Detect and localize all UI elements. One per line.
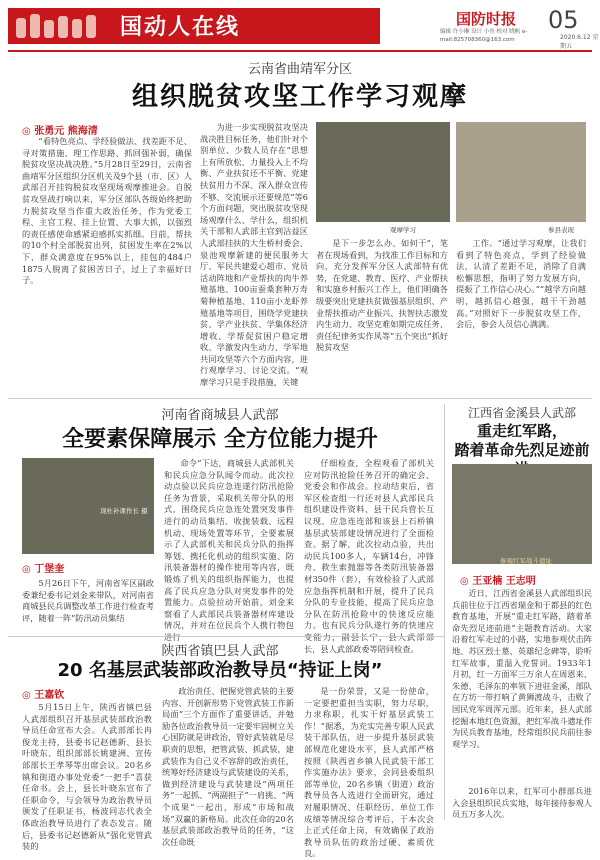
- story3-byline-text: 王亚楠 王志明: [472, 576, 536, 587]
- section-title: 国动人在线: [120, 15, 241, 40]
- story4-col2-text: 政治责任、把握党管武装的主要内容、开创新形势下党管武装工作新局面”三个方面作了重要讲话，并勉励各位政治教导员一定要牢固树立关心国防就是讲政治，管好武装就是尽职责的思想，把管武装、抓武装，建武装作为自己义不容辞的政治责任，统筹好经济建设与武装建设的关系，做到经济建设与武装建设“两项任务”一起抓、“两副担子”一肩挑、“两个成果”一起出，形成“市场和战场”双赢的新格局。此次任命的20名基层武装部政治教导员的任务，“这次任命既: [162, 686, 294, 847]
- story2-col1-text: 5月26日下午，河南省军区副政委兼纪委书记刘金来带队，对河南省商城县民兵调整改革工作进行检查考评，随着一阵”防汛动员集结: [22, 578, 154, 623]
- story4-column-1: [22, 702, 152, 852]
- page-number: 05: [548, 6, 579, 34]
- story3-headline-line1: 重走红军路，: [476, 422, 567, 440]
- story2-column-2: [164, 458, 294, 630]
- story2-col3-text: 仔细检查，全程观看了部机关应对防汛抢险任务召开的确定会、党委会和作战会。拉动结束后，省军区检查组一行还对县人武部民兵组织建设件资料、县干民兵营长互议现、应急连连部和该县上石桥镇基层武装部建设情况进行了全面检查。据了解，此次拉动点验，共出动民兵100多人，车辆14台，冲锋舟、救生索抛器等各类防汛装备器材350件（套），有效检验了人武部应急指挥机制和开展，提升了民兵分队的专业技能，提高了民兵应急分队在防汛抢险中的快速反应能力。也有民兵分队遂行务的快速应 长，县人武部政委等陪同检查。: [304, 458, 434, 654]
- story3-photo: [452, 464, 592, 564]
- story1-column-1: [22, 136, 192, 394]
- story1-col1-text: “看特色亮点、学经验做法、找差距不足、寻对策措施、理工作思路、抓回强补弱，确保脱贫攻坚决战决胜。”5月28日至29日，云南省曲靖军分区组织分区机关及9个县（市、区）人武部召开挂钩脱贫攻坚现场观摩推进会。自脱贫攻坚战打响以来，军分区部队各级始终把助力脱贫攻坚当作重大政治任务，作为党委工程、主官工程、挂上位置、大事大抓，以强烈的责任感使命感紧迫感抓实抓细。目前，帮扶的10个村全部脱贫出列，贫困发生率在2%以下，群众满意度在95%以上，挂包的484户1875人脱离了贫困苦日子，过上了幸福好日子。: [22, 136, 192, 286]
- story2-photo-caption: 现杜补课作长 摄: [100, 507, 148, 515]
- story2-kicker: 河南省商城县人武部: [161, 408, 279, 423]
- story1-photo-2-caption: 参县表现: [548, 226, 574, 234]
- divider-vertical: [444, 404, 445, 820]
- story4-byline-text: 王嘉钦: [34, 690, 65, 701]
- story3-column-2: [452, 786, 592, 820]
- story1-column-2: [200, 122, 308, 394]
- story4-col1-text: 5月15日上午，陕西省镇巴县人武部组织召开基层武装部政治教导员任命宣布大会。人武部部长冉俊龙主持，县委书记赵德新、县长叶晓东、组织部部长姚建洲、宣传部部长王孝琴等出席会议。20名乡镇和街道办事处党委“一把手”喜获任命书。会上，县长叶晓东宣布了任职命令，与会领导为政治教导员颁发了任职证书，杨波同志代表全体政治教导员进行了表态发言。随后，县委书记赵德新从“强化党管武装的: [22, 702, 152, 852]
- story3-col1-text: 近日，江西省金溪县人武部组织民兵前往位于江西省瑞金和于都县的红色教育基地，开展“重走红军路，踏着革命先烈足迹前进”主题教育活动。大家沿着红军走过的小路，实地参观伏击阵地、苏区烈士墓、英雄纪念碑等，聆听红军故事，重温入党誓词。1933年1月初，红一方面军三万余人在周恩来、朱德、毛泽东的率领下进驻金溪，部队在方坊一带打响了黄狮渡战斗，击败了国民党军周浑元部。近年来，县人武部挖掘本地红色资源，把红军战斗遗址作为民兵教育基地，经常组织民兵前往参观学习。: [452, 588, 592, 749]
- story1-photo-1: [316, 122, 450, 222]
- story4-column-3: [304, 686, 434, 859]
- story4-kicker: 陕西省镇巴县人武部: [161, 644, 279, 659]
- story3-kicker: 江西省金溪县人武部: [467, 406, 576, 420]
- header-rule: [8, 50, 592, 52]
- story4-col3-text: 是一份荣誉，又是一份使命，一定要把重担当实职，努力尽职，力求称职，扎实干好基层武装工作！”据悉，为充实完善专职人民武装干部队伍，进一步提升基层武装部规范化建设水平，县人武部严格按照《陕西省乡镇人民武装干部工作实施办法》要求，会同县委组织部等单位，20名乡镇（街道）政治教导员各人选进行全面研究，通过对履职情况、任职经历、单位工作成绩等情况综合考评后，于本次会上正式任命上岗，有效确保了政治教导员队伍的政治过硬、素质优良。: [304, 686, 434, 859]
- story1-col4-text: 工作。“通过学习观摩，让我们看到了特色亮点，学到了经验做法，认清了差距不足，消除了自满松懈思想，指明了努力发展方向，提振了工作信心决心。”“越学方向越明，越抓信心越强，越干干劲越高。”对照好下一步脱贫攻坚工作，会后，参会人员信心满满。: [456, 238, 586, 330]
- story3-col2-text: 2016年以来，红军可小群部兵进入会县组织民兵实地，每年接待参观人员五万多人次。: [452, 786, 592, 820]
- divider-1: [8, 398, 592, 399]
- story1-column-3: [316, 238, 448, 394]
- story1-byline-text: 张勇元 熊海清: [34, 126, 98, 137]
- masthead-logo: 国防时报: [456, 10, 517, 28]
- raised-fists-icon: [12, 12, 108, 40]
- story3-column-1: [452, 588, 592, 784]
- story3-byline: ◎ 王亚楠 王志明: [460, 576, 536, 587]
- story1-kicker: 云南省曲靖军分区: [247, 62, 352, 77]
- story3-photo-caption: 参观红军战斗遗址: [500, 557, 552, 565]
- story1-headline: 组织脱贫攻坚工作学习观摩: [131, 82, 468, 112]
- story4-column-2: [162, 686, 294, 847]
- story2-headline: 全要素保障展示 全方位能力提升: [62, 427, 378, 452]
- story2-byline: ◎ 丁堡奎: [22, 564, 65, 575]
- story1-col2-text: 为进一步实现脱贫攻坚决战决胜目标任务，他们针对个别单位、少数人员存在“思想上有所放松、力量投入上不均衡、产业扶贫还不平衡、党建扶贫用力不深、深入群众宣传不够、交流展示还要规范”等6个方面问题，突出脱贫攻坚现场观摩什么、学什么，组织机关干部和人武部主官到沾益区人武部挂扶的大生桥村委会、泉池观摩新建的便民服务大厅、军民共建爱心超市、党员活动阵地和产业帮扶的肉牛养殖基地、100亩蚕桑套种万寿菊种植基地、110亩小龙虾养殖基地等项目，围绕学党建扶贫、学产业扶贫、学集体经济增收、学帮促贫困户稳定增收、学激发内生动力、学军地共同攻坚等六个方面内容，进行观摩学习、讨论交流。“观摩学习只是手段措施，关键: [200, 122, 308, 388]
- story2-col2-text: 命令”下达，商城县人武部机关和民兵应急分队闻令而动。此次拉动点验以民兵应急连遂行防汛抢险任务为背景，采取机关带分队的形式，围绕民兵应急连处置突发事件进行的动员集结、收拢装载、远程机动、现场处置等环节，全要素展示了人武部机关和民兵分队的指挥筹划、携托化机动的组织实施、防汛装备器材的操作使用等内容，既锻炼了机关的组织指挥能力，也提高了民兵应急分队对突发事件的处置能力。点验拉动开始前，刘金来察看了人武部民兵装备器材库建设情况，并对在位民兵个人携行物包: [164, 458, 294, 631]
- story2-column-3: [304, 458, 434, 654]
- editor-credits: 编辑 许小琳 设计 小鱼 校对 晓帆 e-mail:825708360@163.com: [440, 29, 528, 43]
- story1-photo-1-caption: 观摩学习: [390, 226, 416, 234]
- divider-2: [8, 636, 444, 637]
- story4-headline: 20 名基层武装部政治教导员“持证上岗”: [57, 660, 383, 681]
- story1-col3-text: 是下一步怎么办、如何干”，笔者在现场看到，为找准工作目标和方向，充分发挥军分区人武部特有优势，在党建、教育、医疗、产业帮扶和实施乡村振兴工作上，他们明确各级要突出党建扶贫做强基层组织、产业帮扶推动产业振兴、扶智扶志激发内生动力、攻坚克难如期完成任务、责任纪律务实作风等”五个突出“抓好脱贫攻坚: [316, 238, 448, 353]
- issue-date: 2020.6.12 星期五: [560, 34, 599, 50]
- story4-byline: ◎ 王嘉钦: [22, 690, 65, 701]
- story1-byline: ◎ 张勇元 熊海清: [22, 126, 98, 137]
- story1-column-4: [456, 238, 586, 394]
- story2-byline-text: 丁堡奎: [34, 564, 65, 575]
- story3-headline-line2: 踏着革命先烈足迹前: [454, 441, 590, 459]
- story2-column-1: [22, 578, 154, 630]
- story1-photo-2: [456, 122, 586, 222]
